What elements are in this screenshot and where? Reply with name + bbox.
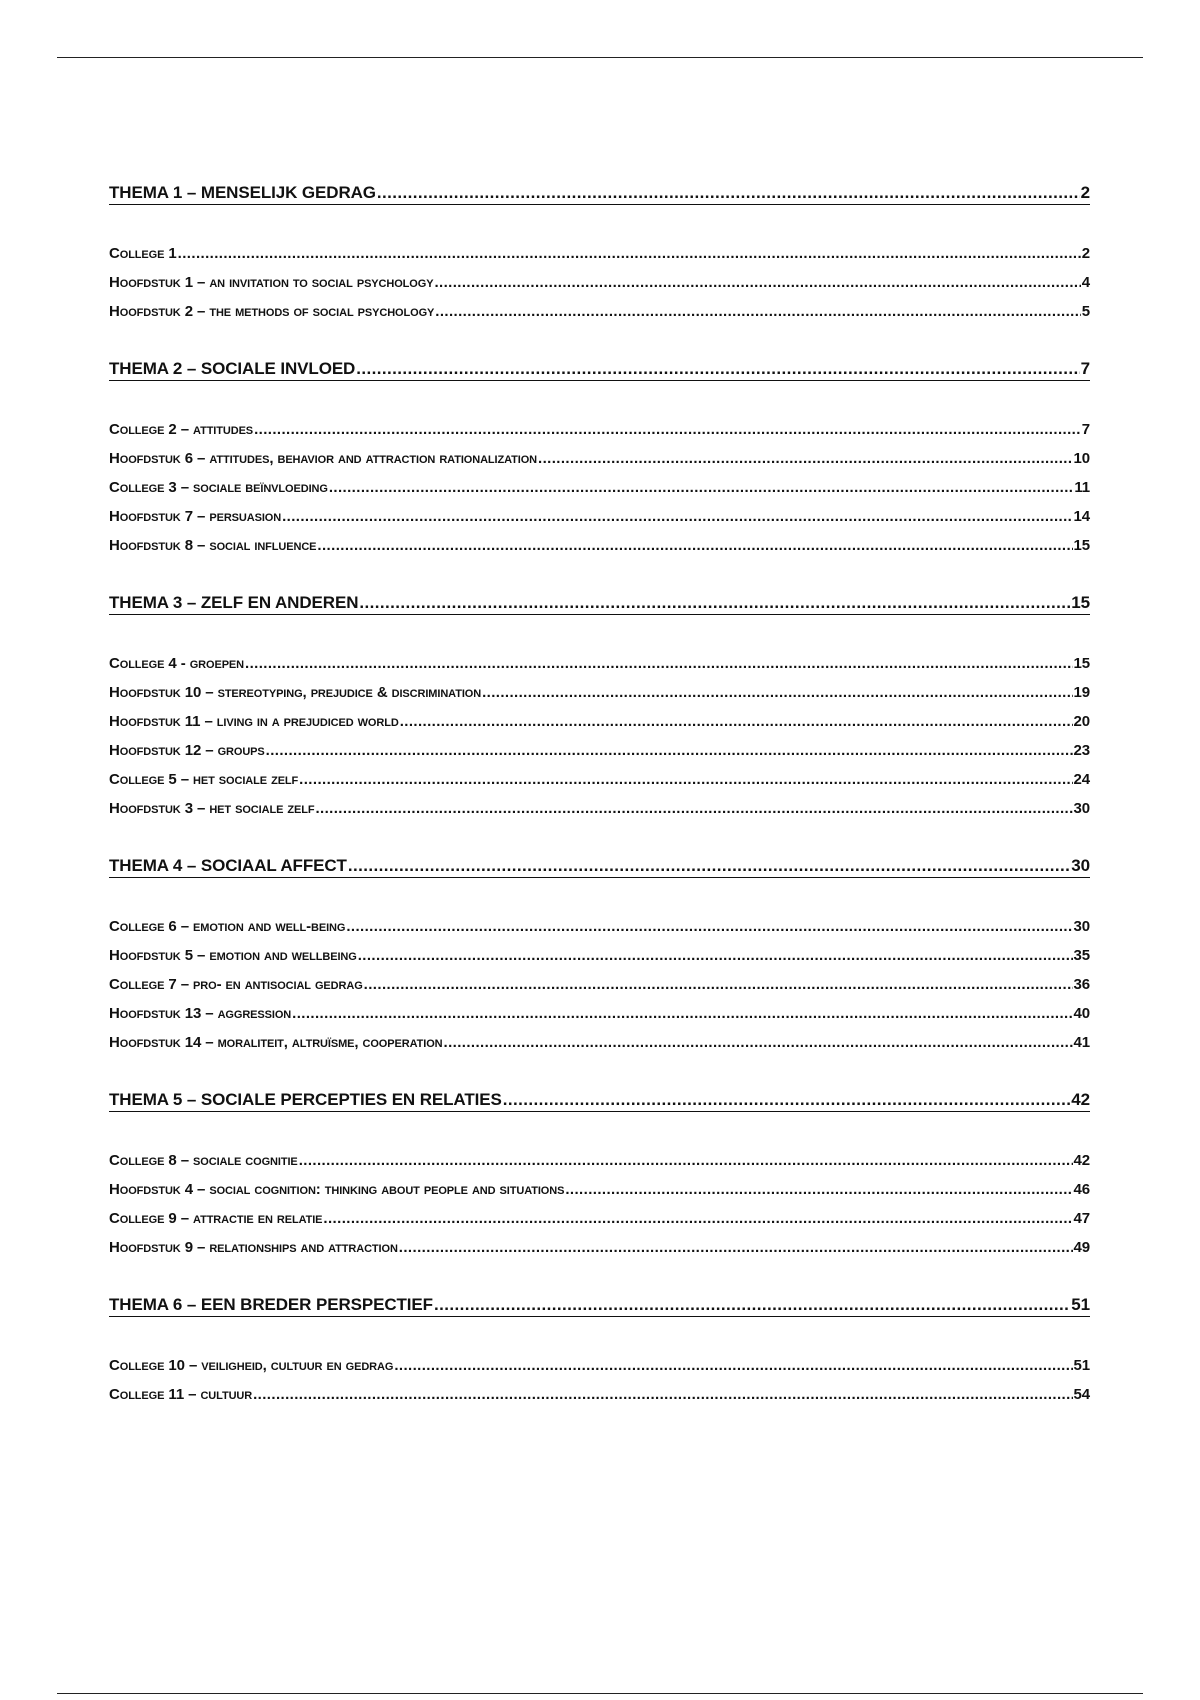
- toc-page-number: 41: [1073, 1034, 1090, 1051]
- toc-theme-label: THEMA 1 – MENSELIJK GEDRAG: [109, 183, 376, 202]
- toc-entry[interactable]: [109, 1210, 1090, 1228]
- toc-entry[interactable]: [109, 684, 1090, 702]
- toc-page-number: 46: [1073, 1181, 1090, 1198]
- toc-leader-dots: [317, 537, 1072, 555]
- toc-entry[interactable]: [109, 1005, 1090, 1023]
- toc-theme-heading[interactable]: [109, 1295, 1090, 1317]
- toc-entry-label: College 2 – attitudes: [109, 421, 254, 438]
- toc-leader-dots: [315, 800, 1072, 818]
- toc-leader-dots: [399, 1239, 1073, 1257]
- toc-entry[interactable]: [109, 742, 1090, 760]
- toc-leader-dots: [503, 1090, 1071, 1110]
- toc-leader-dots: [434, 274, 1080, 292]
- toc-leader-dots: [482, 684, 1072, 702]
- toc-leader-dots: [292, 1005, 1072, 1023]
- toc-page-number: 23: [1073, 742, 1090, 759]
- toc-leader-dots: [538, 450, 1072, 468]
- toc-page-number: 40: [1073, 1005, 1090, 1022]
- toc-leader-dots: [400, 713, 1073, 731]
- toc-entry-label: College 10 – veiligheid, cultuur en gedrag: [109, 1357, 394, 1374]
- toc-leader-dots: [253, 1386, 1072, 1404]
- toc-page-number: 14: [1073, 508, 1090, 525]
- toc-page-number: 7: [1080, 359, 1090, 378]
- toc-theme-heading[interactable]: [109, 593, 1090, 615]
- toc-entry-label: Hoofdstuk 11 – living in a prejudiced world: [109, 713, 399, 730]
- toc-entry[interactable]: [109, 800, 1090, 818]
- toc-entry-label: College 8 – sociale cognitie: [109, 1152, 298, 1169]
- toc-page-number: 7: [1081, 421, 1090, 438]
- toc-section-thema-5: [109, 1090, 1090, 1257]
- toc-entry[interactable]: [109, 274, 1090, 292]
- toc-entry[interactable]: [109, 421, 1090, 439]
- toc-leader-dots: [323, 1210, 1072, 1228]
- toc-leader-dots: [245, 655, 1072, 673]
- toc-entry-label: Hoofdstuk 3 – het sociale zelf: [109, 800, 315, 817]
- toc-leader-dots: [356, 359, 1079, 379]
- toc-theme-heading[interactable]: [109, 183, 1090, 205]
- toc-leader-dots: [254, 421, 1081, 439]
- toc-page-number: 42: [1071, 1090, 1090, 1109]
- toc-theme-label: THEMA 5 – SOCIALE PERCEPTIES EN RELATIES: [109, 1090, 502, 1109]
- toc-entry-label: College 11 – cultuur: [109, 1386, 253, 1403]
- toc-section-thema-3: [109, 593, 1090, 818]
- toc-page-number: 47: [1073, 1210, 1090, 1227]
- toc-page-number: 24: [1073, 771, 1090, 788]
- toc-entry-label: Hoofdstuk 14 – moraliteit, altruïsme, cooperation: [109, 1034, 443, 1051]
- toc-entry[interactable]: [109, 1357, 1090, 1375]
- toc-entry[interactable]: [109, 1386, 1090, 1404]
- toc-entry-label: Hoofdstuk 2 – the methods of social psychology: [109, 303, 435, 320]
- toc-page-number: 15: [1073, 655, 1090, 672]
- toc-leader-dots: [266, 742, 1073, 760]
- toc-entry-label: Hoofdstuk 4 – social cognition: thinking about people and situations: [109, 1181, 565, 1198]
- toc-page-number: 35: [1073, 947, 1090, 964]
- toc-theme-label: THEMA 4 – SOCIAAL AFFECT: [109, 856, 347, 875]
- footer-rule: [57, 1693, 1143, 1694]
- toc-entry-label: Hoofdstuk 5 – emotion and wellbeing: [109, 947, 357, 964]
- toc-page-number: 30: [1073, 800, 1090, 817]
- toc-page-number: 2: [1080, 183, 1090, 202]
- toc-section-thema-2: [109, 359, 1090, 555]
- toc-page-number: 54: [1073, 1386, 1090, 1403]
- toc-leader-dots: [434, 1295, 1070, 1315]
- toc-theme-label: THEMA 6 – EEN BREDER PERSPECTIEF: [109, 1295, 433, 1314]
- toc-leader-dots: [299, 771, 1072, 789]
- toc-entry[interactable]: [109, 508, 1090, 526]
- toc-entry-label: Hoofdstuk 8 – social influence: [109, 537, 317, 554]
- toc-leader-dots: [178, 245, 1081, 263]
- toc-page-number: 19: [1073, 684, 1090, 701]
- toc-page-number: 5: [1081, 303, 1090, 320]
- toc-entry[interactable]: [109, 1181, 1090, 1199]
- toc-entry[interactable]: [109, 918, 1090, 936]
- toc-theme-heading[interactable]: [109, 1090, 1090, 1112]
- toc-theme-heading[interactable]: [109, 856, 1090, 878]
- header-rule: [57, 57, 1143, 58]
- toc-entry[interactable]: [109, 450, 1090, 468]
- toc-theme-label: THEMA 3 – ZELF EN ANDEREN: [109, 593, 359, 612]
- toc-theme-label: THEMA 2 – SOCIALE INVLOED: [109, 359, 356, 378]
- toc-entry[interactable]: [109, 479, 1090, 497]
- toc-entry-label: College 7 – pro- en antisocial gedrag: [109, 976, 363, 993]
- toc-entry-label: College 3 – sociale beïnvloeding: [109, 479, 328, 496]
- toc-section-thema-1: [109, 183, 1090, 321]
- toc-leader-dots: [358, 947, 1073, 965]
- table-of-contents: [109, 183, 1090, 1442]
- toc-entry-label: College 6 – emotion and well-being: [109, 918, 346, 935]
- toc-entry[interactable]: [109, 713, 1090, 731]
- toc-leader-dots: [444, 1034, 1073, 1052]
- toc-section-thema-6: [109, 1295, 1090, 1404]
- toc-section-thema-4: [109, 856, 1090, 1052]
- toc-leader-dots: [394, 1357, 1072, 1375]
- toc-entry[interactable]: [109, 976, 1090, 994]
- toc-entry-label: College 5 – het sociale zelf: [109, 771, 299, 788]
- toc-entry-label: College 9 – attractie en relatie: [109, 1210, 323, 1227]
- toc-page-number: 51: [1071, 1295, 1090, 1314]
- toc-page-number: 15: [1071, 593, 1090, 612]
- toc-page-number: 36: [1073, 976, 1090, 993]
- toc-page-number: 30: [1073, 918, 1090, 935]
- toc-leader-dots: [299, 1152, 1073, 1170]
- toc-entry-label: Hoofdstuk 12 – groups: [109, 742, 265, 759]
- toc-entry[interactable]: [109, 303, 1090, 321]
- toc-theme-heading[interactable]: [109, 359, 1090, 381]
- toc-entry-label: Hoofdstuk 6 – attitudes, behavior and attraction rationalization: [109, 450, 538, 467]
- toc-page-number: 51: [1073, 1357, 1090, 1374]
- toc-leader-dots: [565, 1181, 1072, 1199]
- toc-entry-label: Hoofdstuk 1 – an invitation to social psychology: [109, 274, 434, 291]
- toc-page-number: 20: [1073, 713, 1090, 730]
- toc-page-number: 42: [1073, 1152, 1090, 1169]
- toc-entry-label: College 1: [109, 245, 177, 262]
- toc-leader-dots: [377, 183, 1080, 203]
- toc-page-number: 11: [1074, 479, 1090, 496]
- toc-entry[interactable]: [109, 1152, 1090, 1170]
- toc-entry-label: College 4 - groepen: [109, 655, 245, 672]
- toc-leader-dots: [329, 479, 1073, 497]
- toc-leader-dots: [346, 918, 1072, 936]
- toc-entry-label: Hoofdstuk 10 – stereotyping, prejudice & discrimination: [109, 684, 482, 701]
- toc-entry[interactable]: [109, 1034, 1090, 1052]
- toc-entry-label: Hoofdstuk 9 – relationships and attraction: [109, 1239, 398, 1256]
- toc-leader-dots: [364, 976, 1073, 994]
- toc-page-number: 49: [1073, 1239, 1090, 1256]
- toc-entry-label: Hoofdstuk 7 – persuasion: [109, 508, 282, 525]
- toc-entry[interactable]: [109, 771, 1090, 789]
- toc-entry[interactable]: [109, 537, 1090, 555]
- toc-leader-dots: [282, 508, 1072, 526]
- toc-leader-dots: [348, 856, 1070, 876]
- toc-entry[interactable]: [109, 245, 1090, 263]
- toc-page-number: 10: [1073, 450, 1090, 467]
- toc-entry-label: Hoofdstuk 13 – aggression: [109, 1005, 292, 1022]
- toc-leader-dots: [435, 303, 1080, 321]
- toc-entry[interactable]: [109, 655, 1090, 673]
- toc-entry[interactable]: [109, 947, 1090, 965]
- toc-page-number: 4: [1081, 274, 1090, 291]
- toc-page-number: 2: [1081, 245, 1090, 262]
- toc-page-number: 15: [1073, 537, 1090, 554]
- toc-page-number: 30: [1071, 856, 1090, 875]
- toc-leader-dots: [359, 593, 1070, 613]
- toc-entry[interactable]: [109, 1239, 1090, 1257]
